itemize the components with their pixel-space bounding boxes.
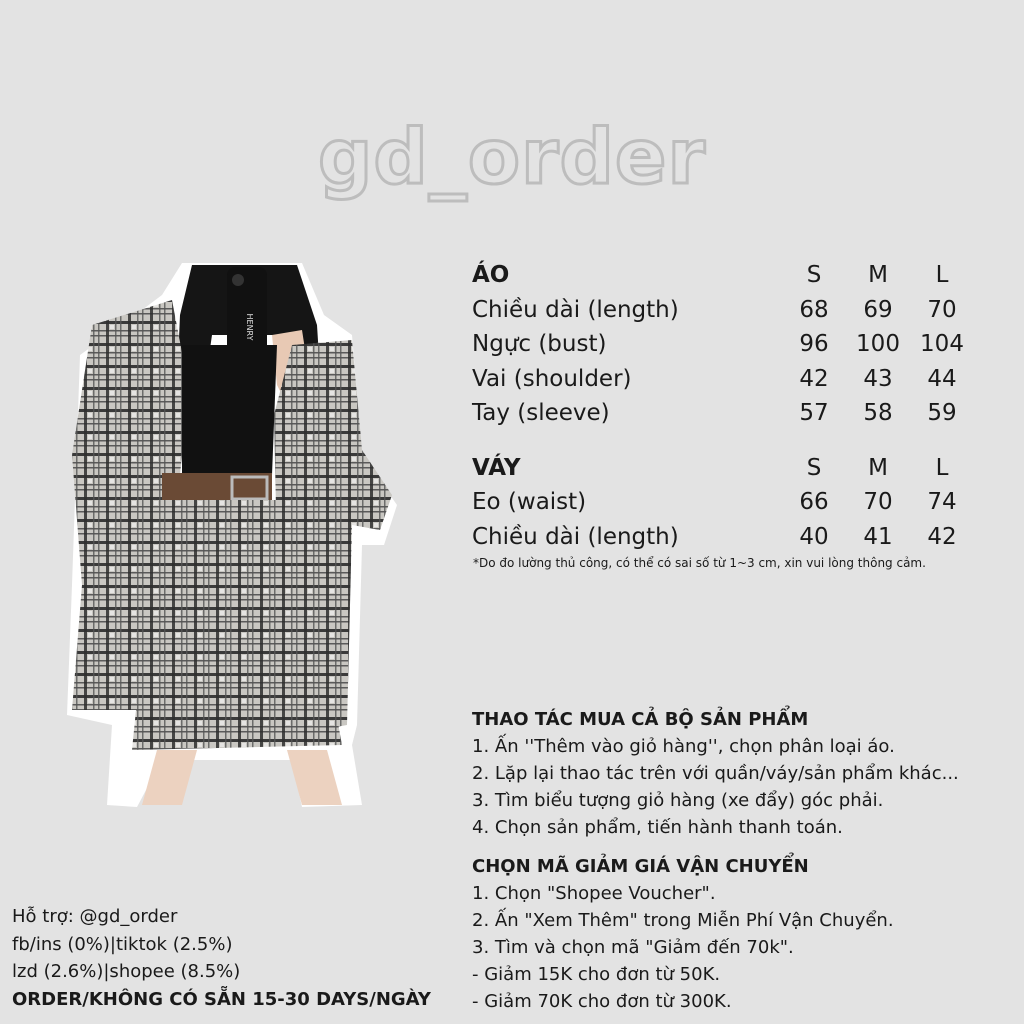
row-value: 74 [927,489,957,516]
fee-line-2: lzd (2.6%)|shopee (8.5%) [12,961,241,982]
row-value: 41 [863,523,893,550]
list-item: 3. Tìm biểu tượng giỏ hàng (xe đẩy) góc phải. [472,790,884,811]
row-value: 57 [799,400,829,427]
list-item: 2. Lặp lại thao tác trên với quần/váy/sản phẩm khác... [472,763,959,784]
row-label: Vai (shoulder) [472,365,632,392]
row-value: 69 [863,296,893,323]
list-item: 1. Ấn ''Thêm vào giỏ hàng'', chọn phân loại áo. [472,736,895,757]
size-l-label: L [935,454,949,481]
size-m-label: M [868,262,888,289]
table-row [472,520,972,555]
row-value: 104 [920,331,964,358]
table-row [472,362,972,397]
top-table-title: ÁO [472,262,510,289]
section-spacer [472,841,959,853]
list-item: 2. Ấn "Xem Thêm" trong Miễn Phí Vận Chuyển. [472,910,894,931]
order-notice: ORDER/KHÔNG CÓ SẴN 15-30 DAYS/NGÀY [12,988,431,1010]
row-value: 68 [799,296,829,323]
row-value: 59 [927,400,957,427]
top-table-header [472,258,972,293]
table-row [472,293,972,328]
list-item: - Giảm 70K cho đơn từ 300K. [472,991,732,1012]
row-value: 70 [863,489,893,516]
list-item: 3. Tìm và chọn mã "Giảm đến 70k". [472,937,794,958]
instructions [472,706,959,1015]
fee-line-1: fb/ins (0%)|tiktok (2.5%) [12,933,233,955]
product-photo [62,255,402,810]
size-m-label: M [868,454,888,481]
size-s-label: S [806,262,822,289]
support-contact: Hỗ trợ: @gd_order [12,906,178,927]
row-value: 42 [927,523,957,550]
row-value: 44 [927,365,957,392]
row-label: Chiều dài (length) [472,296,679,323]
row-label: Chiều dài (length) [472,523,679,550]
list-item: 4. Chọn sản phẩm, tiến hành thanh toán. [472,817,843,838]
list-item: - Giảm 15K cho đơn từ 50K. [472,964,721,985]
row-label: Tay (sleeve) [472,400,610,427]
voucher-title: CHỌN MÃ GIẢM GIÁ VẬN CHUYỂN [472,856,809,877]
row-value: 40 [799,523,829,550]
row-value: 100 [856,331,900,358]
size-l-label: L [935,262,949,289]
brand-logo: gd_order [318,112,706,201]
measurement-note: *Do đo lường thủ công, có thể có sai số từ 1~3 cm, xin vui lòng thông cảm. [473,556,926,570]
row-value: 96 [799,331,829,358]
row-label: Ngực (bust) [472,331,607,358]
table-row [472,485,972,520]
size-chart [472,258,972,554]
row-value: 43 [863,365,893,392]
row-value: 58 [863,400,893,427]
support-info [12,903,431,1013]
skirt-table-title: VÁY [472,454,521,481]
row-value: 66 [799,489,829,516]
list-item: 1. Chọn "Shopee Voucher". [472,883,716,904]
phone-case-text: HENRY [245,313,254,341]
row-value: 70 [927,296,957,323]
row-label: Eo (waist) [472,489,587,516]
skirt-table-header [472,451,972,486]
buy-set-title: THAO TÁC MUA CẢ BỘ SẢN PHẨM [472,709,809,730]
size-s-label: S [806,454,822,481]
row-value: 42 [799,365,829,392]
table-gap [472,431,972,451]
table-row [472,327,972,362]
table-row [472,396,972,431]
